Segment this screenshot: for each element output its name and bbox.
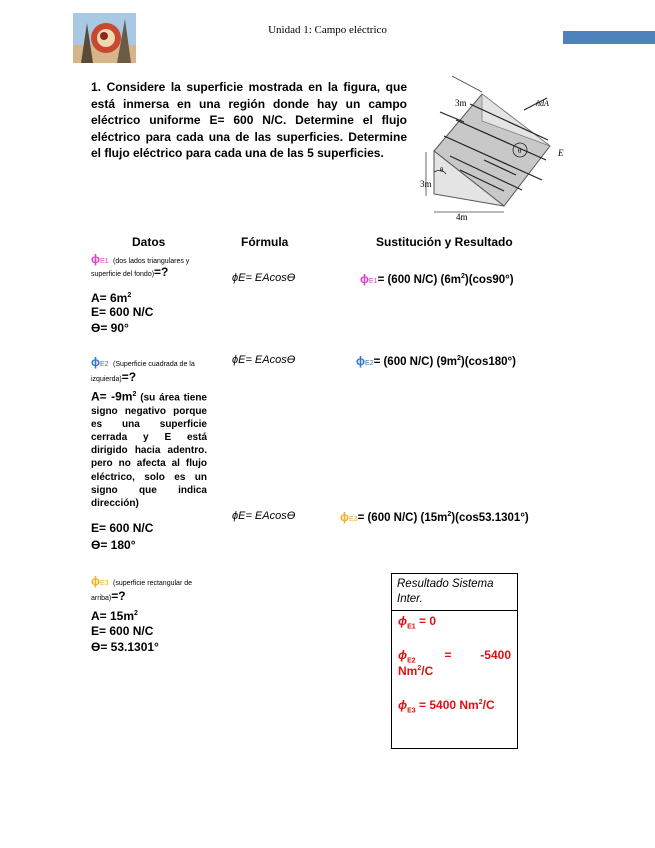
row2-phi-label — [91, 356, 211, 386]
header-title: Unidad 1: Campo eléctrico — [268, 24, 387, 36]
figure-label-theta-2: θ — [440, 166, 444, 174]
figure-label-theta: θ — [518, 147, 522, 155]
row1-equals: =? — [154, 265, 169, 279]
row3-equals: =? — [111, 589, 126, 603]
phi3-symbol: ϕ — [91, 574, 100, 588]
result-phi-e1: $\phi_{E1} = 0$ — [398, 614, 437, 631]
phi1-subscript: E1 — [100, 258, 109, 265]
row3-area: $A= 15m^2$ — [91, 609, 138, 623]
figure-label-bottom: 4m — [456, 212, 468, 222]
figure-label-left: 3m — [420, 179, 432, 189]
result-phi-e3: $\phi_{E3} = 5400$ Nm$^2$/C — [398, 698, 495, 715]
column-formula: Fórmula — [241, 235, 289, 249]
row2-substitution: ϕE2= (600 N/C) $(9m^2)(\cos 180^\circ)$ — [356, 354, 516, 368]
results-title: Resultado Sistema Inter. — [392, 574, 517, 611]
phi2-subscript: E2 — [100, 361, 109, 368]
row1-area: $A= 6m^2$ — [91, 291, 132, 305]
row1-field: E= 600 N/C — [91, 305, 154, 319]
row3-description: (superficie rectangular de arriba) — [91, 580, 193, 602]
row3-substitution: ϕE3= (600 N/C) $(15m^2)(\cos 53.1301^\circ)$ — [340, 510, 529, 524]
row3-phi-label — [91, 575, 226, 605]
figure-label-normal: n̂dA — [536, 99, 549, 108]
phi3-subscript: E3 — [100, 580, 109, 587]
results-box — [391, 573, 518, 749]
phi2-symbol: ϕ — [91, 355, 100, 369]
row2-formula: ϕE= EAcosƟ — [232, 354, 296, 366]
row3-field: E= 600 N/C — [91, 624, 154, 638]
row1-phi-label — [91, 254, 211, 280]
row1-substitution: ϕE1= (600 N/C) $(6m^2)(\cos 90^\circ)$ — [360, 272, 514, 286]
row3-angle: Ɵ= 53.1301° — [91, 640, 159, 654]
row2-equals: =? — [121, 370, 137, 384]
figure-label-top: 3m — [455, 98, 467, 108]
row1-formula: ϕE= EAcosƟ — [232, 272, 296, 284]
header-logo — [73, 13, 136, 63]
row1-description: (dos lados triangulares y superficie del fondo) — [91, 258, 190, 278]
row2-field: E= 600 N/C — [91, 521, 154, 535]
figure-label-field: E — [558, 148, 564, 158]
row2-area-note: $A= -9m^2$ (su área tiene signo negativo porque es una superficie cerrada y E está dirigido hacia adentro. pero no afecta al flujo eléctrico, solo es un signo que indica dirección) — [91, 389, 207, 509]
row3-formula: ϕE= EAcosƟ — [232, 510, 296, 522]
header-accent-bar — [563, 31, 655, 44]
result-phi-e2: $\phi_{E2}$ = -5400 Nm$^2$/C — [398, 648, 511, 679]
row2-description: (Superficie cuadrada de la izquierda) — [91, 361, 195, 383]
column-sustitucion: Sustitución y Resultado — [376, 235, 513, 249]
surface-figure — [420, 76, 570, 222]
problem-statement: 1. Considere la superficie mostrada en la figura, que está inmersa en una región donde hay un campo eléctrico uniforme E= 600 N/C. Determine el flujo eléctrico para cada una de las superficies. Determine el flujo eléctrico para cada una de las 5 superficies. — [91, 80, 407, 161]
column-datos: Datos — [132, 235, 166, 249]
row2-angle: Ɵ= 180° — [91, 538, 136, 552]
row1-angle: Ɵ= 90° — [91, 321, 129, 335]
phi1-symbol: ϕ — [91, 252, 100, 266]
